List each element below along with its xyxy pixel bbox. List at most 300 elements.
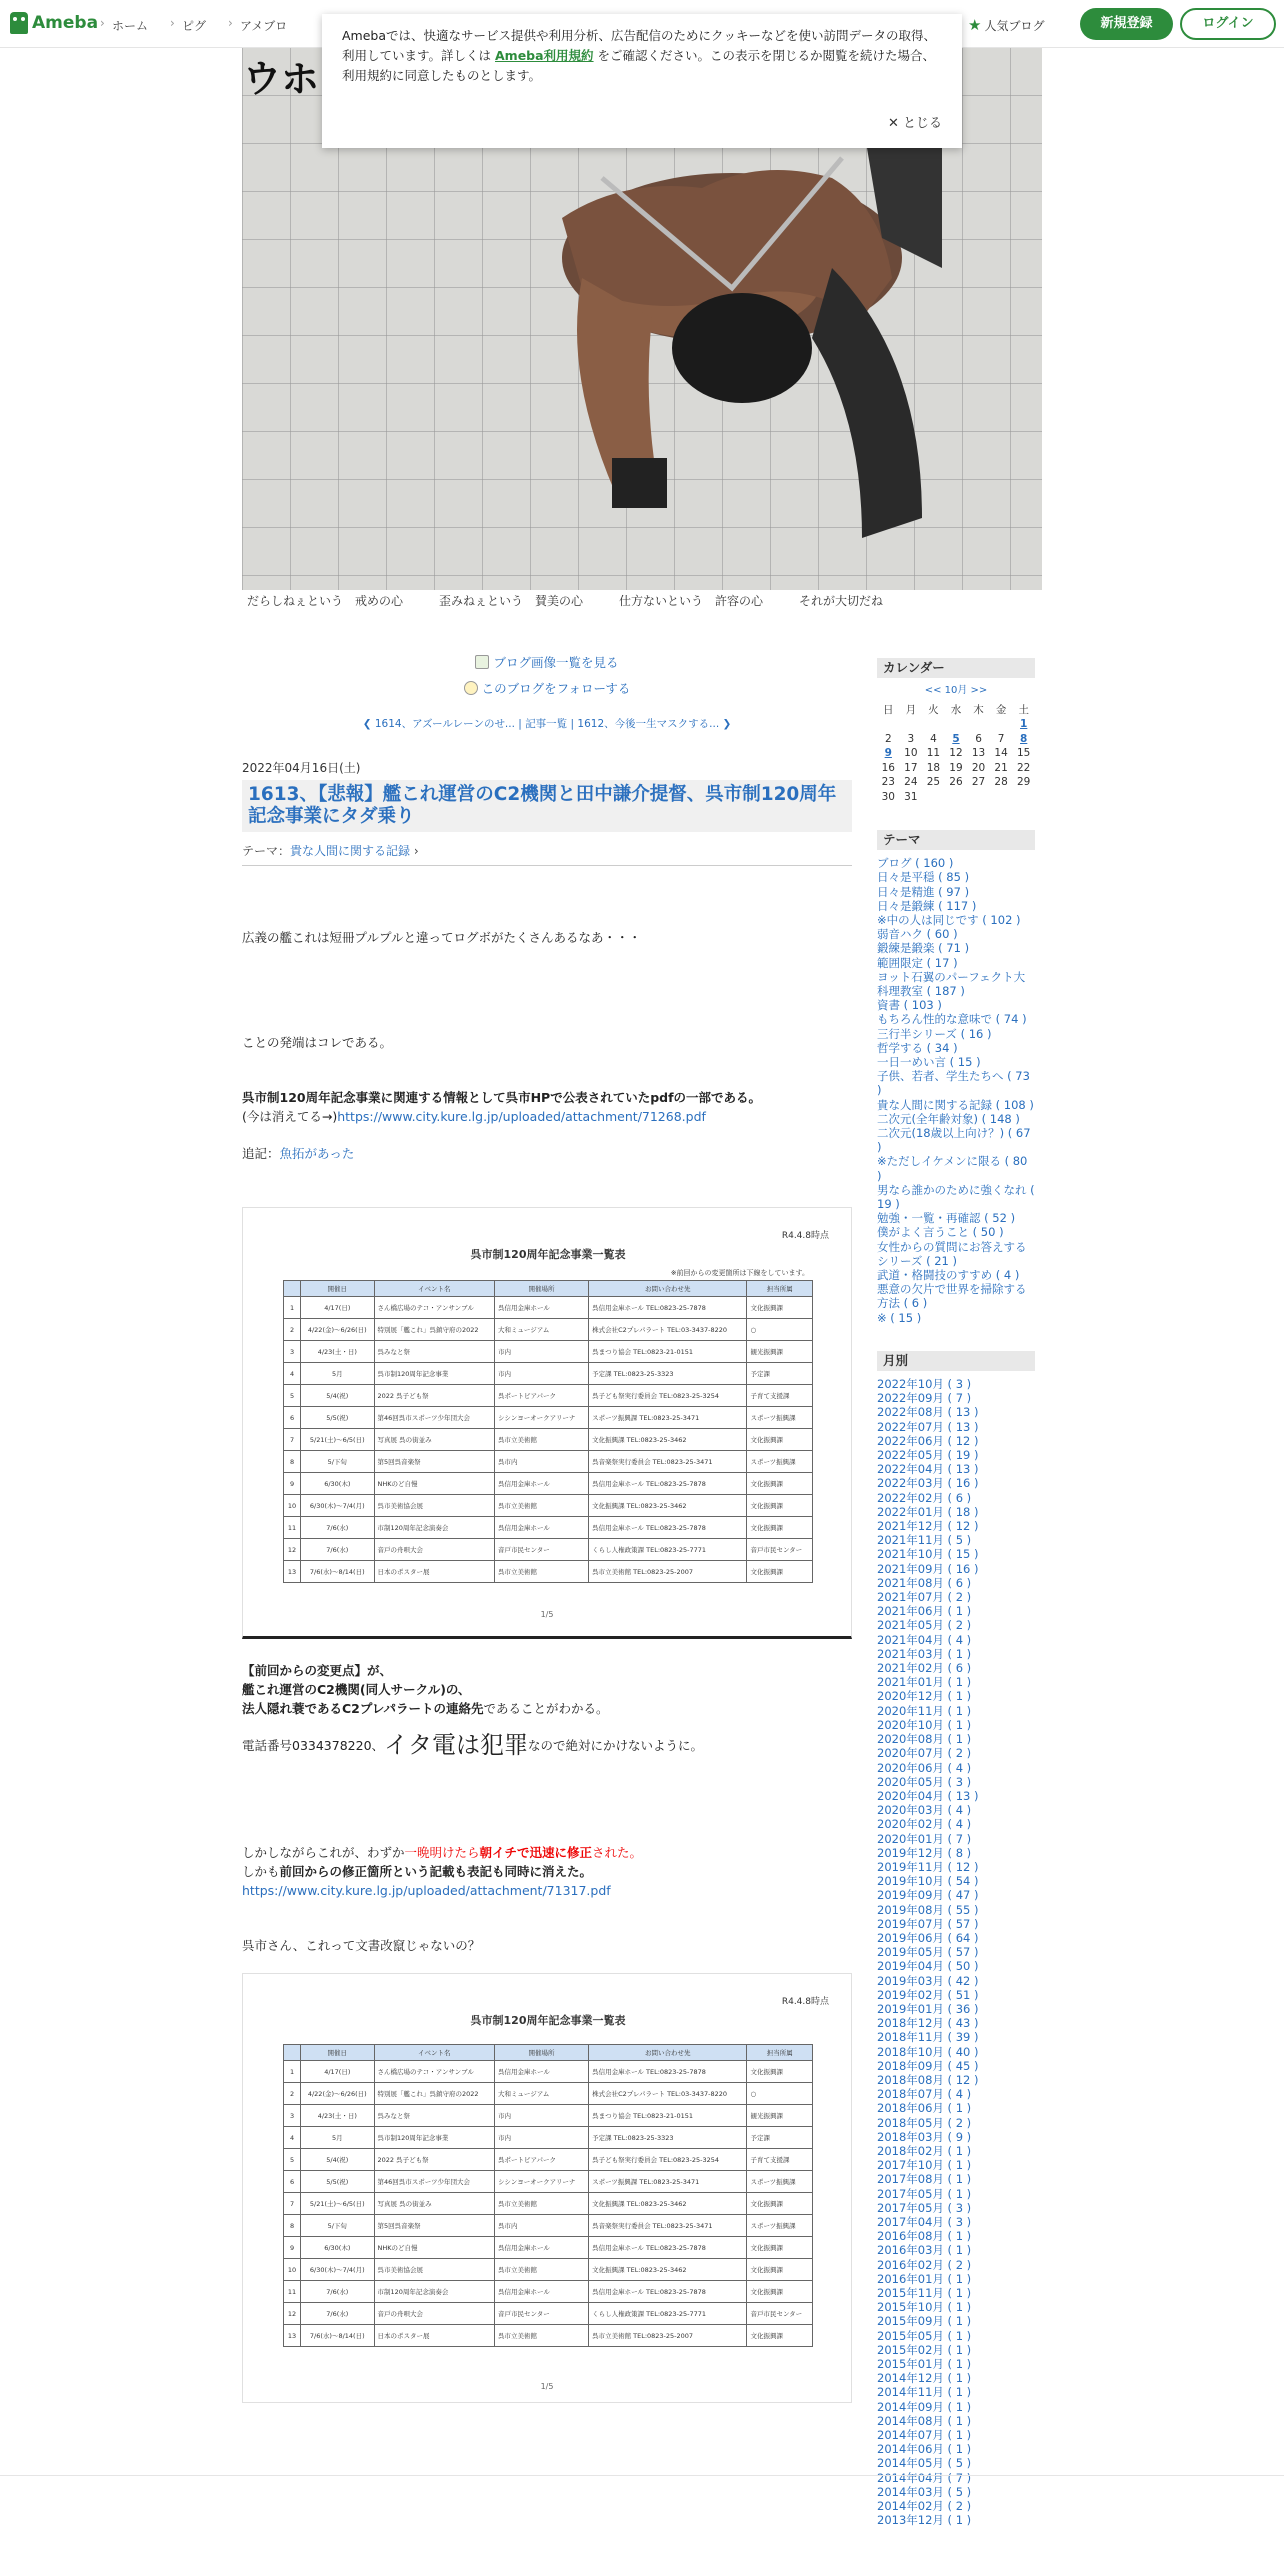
doc-cell: 7/6(水)〜8/14(日) (301, 2325, 374, 2347)
month-item[interactable]: 2020年05月 ( 3 ) (877, 1774, 972, 1789)
nav-ameblo[interactable]: › アメブロ (228, 17, 287, 34)
theme-item[interactable]: ※中の人は同じです ( 102 ) (877, 912, 1021, 927)
doc-cell: シシンヨーオークアリーナ (495, 2171, 589, 2193)
entry-date: 2022年04月16日(土) (242, 761, 361, 775)
month-item[interactable]: 2021年07月 ( 2 ) (877, 1590, 972, 1605)
month-item[interactable]: 2019年10月 ( 54 ) (877, 1874, 979, 1889)
month-item[interactable]: 2016年02月 ( 2 ) (877, 2257, 972, 2272)
doc-cell: 10 (284, 2259, 301, 2281)
doc-cell: 5月 (301, 1363, 374, 1385)
doc-cell: 7 (284, 2193, 301, 2215)
month-item[interactable]: 2018年03月 ( 9 ) (877, 2129, 972, 2144)
doc-cell: 呉信用金庫ホール TEL:0823-25-7878 (589, 1297, 747, 1319)
paragraph: 追記：魚拓があった (242, 1146, 355, 1161)
calendar-day: 12 (949, 747, 963, 760)
month-item[interactable]: 2018年02月 ( 1 ) (877, 2143, 972, 2158)
month-item[interactable]: 2015年01月 ( 1 ) (877, 2357, 972, 2372)
month-item[interactable]: 2022年03月 ( 16 ) (877, 1476, 979, 1491)
doc-row (284, 2193, 813, 2215)
doc-cell: 4/17(日) (301, 2061, 374, 2083)
doc-cell: 呉まつり協会 TEL:0823-21-0151 (589, 1341, 747, 1363)
doc-cell: 特別展「艦これ」呉鎮守府の2022 (374, 2083, 495, 2105)
cookie-close-button[interactable] (888, 114, 942, 134)
theme-item[interactable]: 男なら誰かのために強くなれ ( 19 ) (877, 1182, 1035, 1211)
doc-cell: 13 (284, 2325, 301, 2347)
doc-cell: 12 (284, 2303, 301, 2325)
theme-item[interactable]: 日々是精進 ( 97 ) (877, 884, 970, 899)
month-item[interactable]: 2014年06月 ( 1 ) (877, 2442, 972, 2457)
doc-cell: 音戸の舟唄大会 (374, 2303, 495, 2325)
doc-cell: 4/22(金)〜6/26(日) (301, 1319, 374, 1341)
calendar-day: 2 (884, 732, 892, 745)
pdf-link-2[interactable]: https://www.city.kure.lg.jp/uploaded/attachment/71317.pdf (242, 1883, 611, 1898)
month-item[interactable]: 2018年09月 ( 45 ) (877, 2058, 979, 2073)
weekday-label: 木 (973, 703, 984, 716)
month-item[interactable]: 2014年05月 ( 5 ) (877, 2456, 972, 2471)
doc-cell: 11 (284, 2281, 301, 2303)
month-item[interactable]: 2014年11月 ( 1 ) (877, 2385, 972, 2400)
calendar-day: 4 (930, 732, 937, 745)
month-item[interactable]: 2019年04月 ( 50 ) (877, 1959, 979, 1974)
month-item[interactable]: 2022年02月 ( 6 ) (877, 1490, 972, 1505)
doc-cell: 呉信用金庫ホール TEL:0823-25-7878 (589, 1517, 747, 1539)
doc-row (284, 2061, 813, 2083)
theme-item[interactable]: ブログ ( 160 ) (877, 856, 954, 871)
calendar-day: 30 (881, 790, 895, 803)
weekday-label: 月 (905, 703, 917, 716)
month-item[interactable]: 2021年09月 ( 16 ) (877, 1561, 979, 1576)
month-item[interactable]: 2020年03月 ( 4 ) (877, 1803, 972, 1818)
theme-item[interactable]: 勉強・一覧・再確認 ( 52 ) (877, 1211, 1016, 1226)
calendar-day[interactable]: 9 (884, 747, 892, 760)
doc-row (284, 1561, 813, 1583)
cookie-close-label: とじる (902, 116, 942, 131)
doc-cell: 呉信用金庫ホール TEL:0823-25-7878 (589, 2061, 747, 2083)
month-item[interactable]: 2014年02月 ( 2 ) (877, 2499, 972, 2514)
doc-cell: さん橋広場のテコ・アンサンブル (374, 2061, 495, 2083)
doc-header-row (284, 2045, 813, 2061)
doc-cell: 呉市内 (495, 1451, 589, 1473)
month-item[interactable]: 2018年06月 ( 1 ) (877, 2101, 972, 2116)
month-item[interactable]: 2019年05月 ( 57 ) (877, 1945, 979, 1960)
follow-link[interactable] (464, 681, 631, 696)
cookie-notice (322, 14, 962, 148)
doc-cell: 市内 (495, 1341, 589, 1363)
paragraph: 広義の艦これは短冊プルプルと違ってログボがたくさんあるなあ・・・ (242, 930, 642, 945)
theme-link[interactable]: 貴な人間に関する記録 (290, 844, 411, 858)
calendar (877, 702, 1035, 804)
month-item[interactable]: 2015年02月 ( 1 ) (877, 2342, 972, 2357)
doc-cell: 呉市立美術館 (495, 1495, 589, 1517)
doc-cell: 10 (284, 1495, 301, 1517)
month-item[interactable]: 2015年05月 ( 1 ) (877, 2328, 972, 2343)
doc-header-row (284, 1281, 813, 1297)
calendar-day (877, 717, 900, 732)
month-item[interactable]: 2017年10月 ( 1 ) (877, 2158, 972, 2173)
month-item[interactable]: 2013年12月 ( 1 ) (877, 2513, 972, 2528)
entry-body (242, 928, 852, 2403)
calendar-day: 29 (1017, 776, 1031, 789)
month-item[interactable]: 2019年12月 ( 8 ) (877, 1845, 972, 1860)
calendar-day: 10 (904, 747, 918, 760)
doc-cell: 呉市制120周年記念事業 (374, 1363, 495, 1385)
month-item[interactable]: 2020年01月 ( 7 ) (877, 1831, 972, 1846)
calendar-day: 20 (971, 761, 986, 774)
doc-row (284, 2105, 813, 2127)
doc-cell: 2022 呉子ども祭 (374, 1385, 495, 1407)
doc-cell: 呉信用金庫ホール TEL:0823-25-7878 (589, 2237, 747, 2259)
doc-cell: 市内 (495, 1363, 589, 1385)
header-photo (502, 118, 942, 588)
doc-cell: 音戸の舟唄大会 (374, 1539, 495, 1561)
calendar-day: 19 (949, 761, 963, 774)
doc-table (283, 1280, 813, 1583)
calendar-day: 18 (926, 761, 941, 774)
doc-header-cell (284, 2045, 301, 2061)
month-item[interactable]: 2016年01月 ( 1 ) (877, 2271, 972, 2286)
doc-date: R4.4.8時点 (781, 1997, 829, 2007)
calendar-heading: カレンダー (877, 658, 1035, 678)
month-item[interactable]: 2014年08月 ( 1 ) (877, 2413, 972, 2428)
doc-cell: 観光振興課 (747, 2105, 813, 2127)
doc-cell: 呉音楽祭実行委員会 TEL:0823-25-3471 (589, 1451, 747, 1473)
month-item[interactable]: 2018年11月 ( 39 ) (877, 2030, 979, 2045)
calendar-day: 6 (975, 732, 982, 745)
calendar-day[interactable]: 1 (1020, 718, 1028, 731)
terms-link[interactable]: Ameba利用規約 (495, 48, 594, 63)
doc-cell: 呉市立美術館 (495, 2259, 589, 2281)
doc-header-cell: イベント名 (374, 1281, 495, 1297)
month-item[interactable]: 2014年09月 ( 1 ) (877, 2399, 972, 2414)
doc-cell: 呉市立美術館 TEL:0823-25-2007 (589, 1561, 747, 1583)
calendar-day (945, 717, 968, 732)
month-item[interactable]: 2021年01月 ( 1 ) (877, 1675, 972, 1690)
theme-heading: テーマ (877, 830, 1035, 850)
month-item[interactable]: 2019年11月 ( 12 ) (877, 1859, 979, 1874)
doc-cell: 7/6(水)〜8/14(日) (301, 1561, 374, 1583)
theme-item[interactable]: 貴な人間に関する記録 ( 108 ) (877, 1097, 1034, 1112)
doc-cell: 5/21(土)〜6/5(日) (301, 1429, 374, 1451)
theme-item[interactable]: 日々是鍛練 ( 117 ) (877, 898, 977, 913)
calendar-day (990, 717, 1013, 732)
month-item[interactable]: 2014年03月 ( 5 ) (877, 2484, 972, 2499)
doc-cell: スポーツ振興課 TEL:0823-25-3471 (589, 2171, 747, 2193)
doc-cell: 5月 (301, 2127, 374, 2149)
doc-cell: 文化振興課 (747, 1429, 813, 1451)
calendar-day (990, 789, 1013, 804)
doc-cell: 日本のポスター展 (374, 2325, 495, 2347)
theme-item[interactable]: ※ただしイケメンに限る ( 80 ) (877, 1154, 1028, 1183)
theme-item[interactable]: 日々是平穏 ( 85 ) (877, 870, 970, 885)
month-item[interactable]: 2019年01月 ( 36 ) (877, 2001, 979, 2016)
paragraph (242, 1881, 852, 1900)
calendar-nav[interactable]: << 10月 >> (924, 685, 988, 697)
doc-row (284, 2127, 813, 2149)
theme-item[interactable]: 武道・格闘技のすすめ ( 4 ) (877, 1268, 1020, 1282)
calendar-day: 3 (907, 732, 915, 745)
prev-entry-link[interactable]: 1614、アズールレーンのせ... (374, 718, 515, 730)
doc-header-cell (284, 1281, 301, 1297)
doc-row (284, 1473, 813, 1495)
month-item[interactable]: 2015年10月 ( 1 ) (877, 2300, 972, 2315)
cookie-text-2: をご確認ください。この表示を閉じるか閲覧を続けた場合、利用規約に同意したものとします。 (342, 48, 936, 83)
theme-item[interactable]: 哲学する ( 34 ) (877, 1040, 958, 1055)
document-image-1[interactable] (242, 1207, 852, 1639)
doc-cell: 4/23(土・日) (301, 2105, 374, 2127)
cookie-text-1: Amebaでは、快適なサービス提供や利用分析、広告配信のためにクッキーなどを使い訪問データの取得、利用しています。詳しくは (342, 28, 937, 63)
doc-cell: 7 (284, 1429, 301, 1451)
month-item[interactable]: 2019年08月 ( 55 ) (877, 1902, 979, 1917)
doc-cell: 株式会社C2プレパラート TEL:03-3437-8220 (589, 2083, 747, 2105)
theme-item[interactable]: 僕がよく言うこと ( 50 ) (877, 1225, 1004, 1240)
doc-cell: 5/21(土)〜6/5(日) (301, 2193, 374, 2215)
theme-item[interactable]: 二次元(全年齢対象) ( 148 ) (877, 1111, 1020, 1126)
month-item[interactable]: 2022年09月 ( 7 ) (877, 1391, 972, 1406)
month-item[interactable]: 2021年02月 ( 6 ) (877, 1661, 972, 1676)
doc-cell: 呉信用金庫ホール (495, 1517, 589, 1539)
theme-item[interactable]: ヨット石翼のパーフェクト大科理教室 ( 187 ) (877, 969, 1026, 998)
month-item[interactable]: 2015年11月 ( 1 ) (877, 2286, 972, 2301)
month-item[interactable]: 2015年09月 ( 1 ) (877, 2314, 972, 2329)
month-item[interactable]: 2018年12月 ( 43 ) (877, 2016, 979, 2031)
theme-item[interactable]: 子供、若者、学生たちへ ( 73 ) (877, 1069, 1030, 1098)
month-item[interactable]: 2017年05月 ( 3 ) (877, 2200, 972, 2215)
doc-cell: ○ (747, 1319, 813, 1341)
month-item[interactable]: 2022年10月 ( 3 ) (877, 1377, 972, 1392)
doc-cell: 呉信用金庫ホール (495, 2281, 589, 2303)
month-item[interactable]: 2018年07月 ( 4 ) (877, 2087, 972, 2102)
doc-cell: 呉市美術協会展 (374, 1495, 495, 1517)
entry-title[interactable]: 1613、【悲報】艦これ運営のC2機関と田中謙介提督、呉市制120周年記念事業にタダ乗り (242, 780, 852, 832)
main-column (242, 650, 852, 2403)
doc-note: ※前回からの変更箇所は下線をしています。 (670, 1269, 809, 1277)
doc-cell: 13 (284, 1561, 301, 1583)
doc-cell: 1 (284, 1297, 301, 1319)
month-item[interactable]: 2017年05月 ( 1 ) (877, 2186, 972, 2201)
doc-cell: スポーツ振興課 (747, 2171, 813, 2193)
signup-button[interactable]: 新規登録 (1080, 8, 1173, 40)
doc-cell: 文化振興課 (747, 2281, 813, 2303)
doc-cell: 3 (284, 2105, 301, 2127)
theme-item[interactable]: 二次元(18歳以上向け？) ( 67 ) (877, 1125, 1031, 1155)
doc-cell: 予定課 (747, 1363, 813, 1385)
month-item[interactable]: 2021年11月 ( 5 ) (877, 1533, 972, 1548)
calendar-day: 21 (994, 761, 1008, 774)
doc-row (284, 2149, 813, 2171)
login-button[interactable]: ログイン (1180, 8, 1276, 40)
nav-pigg[interactable]: › ピグ (170, 17, 206, 34)
next-entry-link[interactable]: 1612、今後一生マスクする... (577, 718, 720, 730)
theme-item[interactable]: ※ ( 15 ) (877, 1310, 922, 1325)
doc-cell: 呉みなと祭 (374, 2105, 495, 2127)
doc-cell: 文化振興課 (747, 1297, 813, 1319)
theme-item[interactable]: 資書 ( 103 ) (877, 998, 942, 1013)
doc-cell: スポーツ振興課 (747, 1451, 813, 1473)
month-item[interactable]: 2021年08月 ( 6 ) (877, 1575, 972, 1590)
doc-cell: 4 (284, 1363, 301, 1385)
image-list-link[interactable] (475, 655, 618, 670)
pdf-link-1[interactable]: https://www.city.kure.lg.jp/uploaded/attachment/71268.pdf (337, 1109, 706, 1124)
image-list-label: ブログ画像一覧を見る (493, 655, 619, 670)
doc-cell: 大和ミュージアム (495, 1319, 589, 1341)
nav-home[interactable]: › ホーム (100, 17, 148, 34)
ameba-logo-text: Ameba (32, 13, 99, 33)
calendar-day (900, 717, 923, 732)
doc-cell: 文化振興課 (747, 1495, 813, 1517)
month-item[interactable]: 2017年08月 ( 1 ) (877, 2172, 972, 2187)
theme-item[interactable]: 鍛練是鍛楽 ( 71 ) (877, 941, 970, 956)
month-item[interactable]: 2020年07月 ( 2 ) (877, 1746, 972, 1761)
calendar-day (922, 717, 945, 732)
month-list (877, 1377, 1035, 2527)
calendar-day (922, 789, 945, 804)
calendar-day: 25 (926, 776, 941, 789)
month-item[interactable]: 2018年05月 ( 2 ) (877, 2115, 972, 2130)
doc-cell: スポーツ振興課 (747, 2215, 813, 2237)
paragraph: 呉市制120周年記念事業に関連する情報として呉市HPで公表されていたpdfの一部である。 (242, 1090, 762, 1105)
doc-cell: 5/5(祝) (301, 2171, 374, 2193)
theme-item[interactable]: 弱音ハク ( 60 ) (877, 927, 958, 942)
doc-cell: 文化振興課 (747, 2061, 813, 2083)
doc-cell: NHKのど自慢 (374, 2237, 495, 2259)
top-nav (100, 17, 309, 34)
month-item[interactable]: 2019年03月 ( 42 ) (877, 1973, 979, 1988)
doc-cell: 9 (284, 1473, 301, 1495)
theme-item[interactable]: 女性からの質問にお答えするシリーズ ( 21 ) (877, 1239, 1027, 1268)
month-item[interactable]: 2018年10月 ( 40 ) (877, 2044, 979, 2059)
doc-heading: 呉市制120周年記念事業一覧表 (470, 2014, 626, 2027)
month-item[interactable]: 2020年02月 ( 4 ) (877, 1817, 972, 1832)
month-item[interactable]: 2014年04月 ( 7 ) (877, 2470, 972, 2485)
blog-title[interactable]: ウホ (243, 57, 320, 101)
month-item[interactable]: 2020年06月 ( 4 ) (877, 1760, 972, 1775)
doc-cell: 8 (284, 2215, 301, 2237)
doc-row (284, 1297, 813, 1319)
paragraph: 電話番号0334378220、イタ電は犯罪なので絶対にかけないように。 (242, 1731, 704, 1759)
doc-cell: 7/6(水) (301, 1517, 374, 1539)
popular-blog-link[interactable] (968, 16, 1044, 34)
theme-item[interactable]: 範囲限定 ( 17 ) (877, 955, 958, 970)
doc-cell: 呉市立美術館 (495, 1561, 589, 1583)
month-item[interactable]: 2020年12月 ( 1 ) (877, 1689, 972, 1704)
ameba-logo[interactable] (10, 12, 98, 34)
theme-item[interactable]: 一日一めい言 ( 15 ) (877, 1054, 981, 1069)
doc-cell: 6/30(木)〜7/4(月) (301, 1495, 374, 1517)
paragraph: 呉市さん、これって文書改竄じゃないの？ (242, 1938, 481, 1953)
gyotaku-link[interactable]: 魚拓があった (279, 1146, 355, 1161)
month-item[interactable]: 2017年04月 ( 3 ) (877, 2215, 972, 2229)
doc-cell: 呉ポートピアパーク (495, 1385, 589, 1407)
doc-cell: 4/17(日) (301, 1297, 374, 1319)
month-item[interactable]: 2016年03月 ( 1 ) (877, 2243, 972, 2258)
month-item[interactable]: 2022年01月 ( 18 ) (877, 1504, 979, 1519)
doc-row (284, 1517, 813, 1539)
doc-page-number: 1/5 (540, 1610, 554, 1619)
month-item[interactable]: 2021年05月 ( 2 ) (877, 1618, 972, 1633)
calendar-day: 11 (926, 747, 941, 760)
month-item[interactable]: 2021年12月 ( 12 ) (877, 1519, 979, 1534)
month-item[interactable]: 2020年08月 ( 1 ) (877, 1732, 972, 1747)
calendar-day: 28 (994, 776, 1008, 789)
blog-tagline: だらしねぇという 戒めの心 歪みねぇという 賛美の心 仕方ないという 許容の心 それが大切だね (247, 594, 884, 608)
doc-header-cell: 開催場所 (495, 1281, 589, 1297)
doc-cell: 第5回呉音楽祭 (374, 1451, 495, 1473)
doc-cell: 7/6(水) (301, 1539, 374, 1561)
ameba-logo-icon (10, 12, 28, 34)
doc-row (284, 1363, 813, 1385)
month-item[interactable]: 2014年12月 ( 1 ) (877, 2371, 972, 2386)
doc-row (284, 2303, 813, 2325)
theme-item[interactable]: もちろん性的な意味で ( 74 ) (877, 1012, 1027, 1027)
calendar-day: 16 (881, 761, 895, 774)
calendar-day[interactable]: 8 (1020, 732, 1028, 745)
weekday-label: 金 (995, 703, 1007, 716)
calendar-day: 13 (971, 747, 986, 760)
doc-cell: 6/30(木) (301, 1473, 374, 1495)
doc-cell: 5/下旬 (301, 1451, 374, 1473)
doc-cell: 4/23(土・日) (301, 1341, 374, 1363)
doc-cell: 音戸市民センター (747, 2303, 813, 2325)
doc-cell: 6/30(木) (301, 2237, 374, 2259)
month-item[interactable]: 2020年11月 ( 1 ) (877, 1703, 972, 1718)
theme-item[interactable]: 悪意の欠片で世界を掃除する方法 ( 6 ) (877, 1282, 1027, 1311)
doc-row (284, 2237, 813, 2259)
doc-cell: 文化振興課 (747, 2237, 813, 2259)
entry-list-link[interactable]: 記事一覧 (525, 718, 568, 730)
doc-cell: 2 (284, 1319, 301, 1341)
month-item[interactable]: 2020年10月 ( 1 ) (877, 1717, 972, 1732)
theme-item[interactable]: 三行半シリーズ ( 16 ) (877, 1026, 992, 1041)
doc-cell: 文化振興課 (747, 2193, 813, 2215)
doc-row (284, 1341, 813, 1363)
month-item[interactable]: 2019年09月 ( 47 ) (877, 1888, 979, 1903)
doc-cell: 第5回呉音楽祭 (374, 2215, 495, 2237)
month-item[interactable]: 2022年08月 ( 13 ) (877, 1405, 979, 1420)
month-item[interactable]: 2019年06月 ( 64 ) (877, 1930, 979, 1945)
month-item[interactable]: 2019年07月 ( 57 ) (877, 1916, 979, 1931)
month-item[interactable]: 2016年08月 ( 1 ) (877, 2229, 972, 2244)
month-item[interactable]: 2019年02月 ( 51 ) (877, 1987, 979, 2002)
month-item[interactable]: 2014年07月 ( 1 ) (877, 2428, 972, 2443)
month-item[interactable]: 2018年08月 ( 12 ) (877, 2072, 979, 2087)
month-item[interactable]: 2021年04月 ( 4 ) (877, 1632, 972, 1647)
calendar-day (945, 789, 968, 804)
calendar-day: 31 (904, 790, 918, 803)
month-item[interactable]: 2022年04月 ( 13 ) (877, 1462, 979, 1477)
doc-cell: 市制120周年記念演奏会 (374, 1517, 495, 1539)
month-item[interactable]: 2022年06月 ( 12 ) (877, 1433, 979, 1448)
doc-row (284, 1407, 813, 1429)
doc-cell: さん橋広場のテコ・アンサンブル (374, 1297, 495, 1319)
month-item[interactable]: 2022年05月 ( 19 ) (877, 1448, 979, 1463)
doc-row (284, 1429, 813, 1451)
calendar-day[interactable]: 5 (952, 732, 960, 745)
doc-cell: スポーツ振興課 (747, 1407, 813, 1429)
month-item[interactable]: 2021年03月 ( 1 ) (877, 1646, 972, 1661)
doc-cell: ○ (747, 2083, 813, 2105)
doc-cell: 7/6(水) (301, 2303, 374, 2325)
document-image-2[interactable] (242, 1973, 852, 2403)
chevron-right-icon: ❯ (722, 718, 732, 730)
month-item[interactable]: 2021年10月 ( 15 ) (877, 1547, 979, 1562)
month-item[interactable]: 2021年06月 ( 1 ) (877, 1604, 972, 1619)
month-item[interactable]: 2022年07月 ( 13 ) (877, 1419, 979, 1434)
month-item[interactable]: 2020年04月 ( 13 ) (877, 1788, 979, 1803)
calendar-day (967, 789, 990, 804)
doc-row (284, 1385, 813, 1407)
footer-divider (0, 2475, 1284, 2476)
doc-cell: 呉音楽祭実行委員会 TEL:0823-25-3471 (589, 2215, 747, 2237)
